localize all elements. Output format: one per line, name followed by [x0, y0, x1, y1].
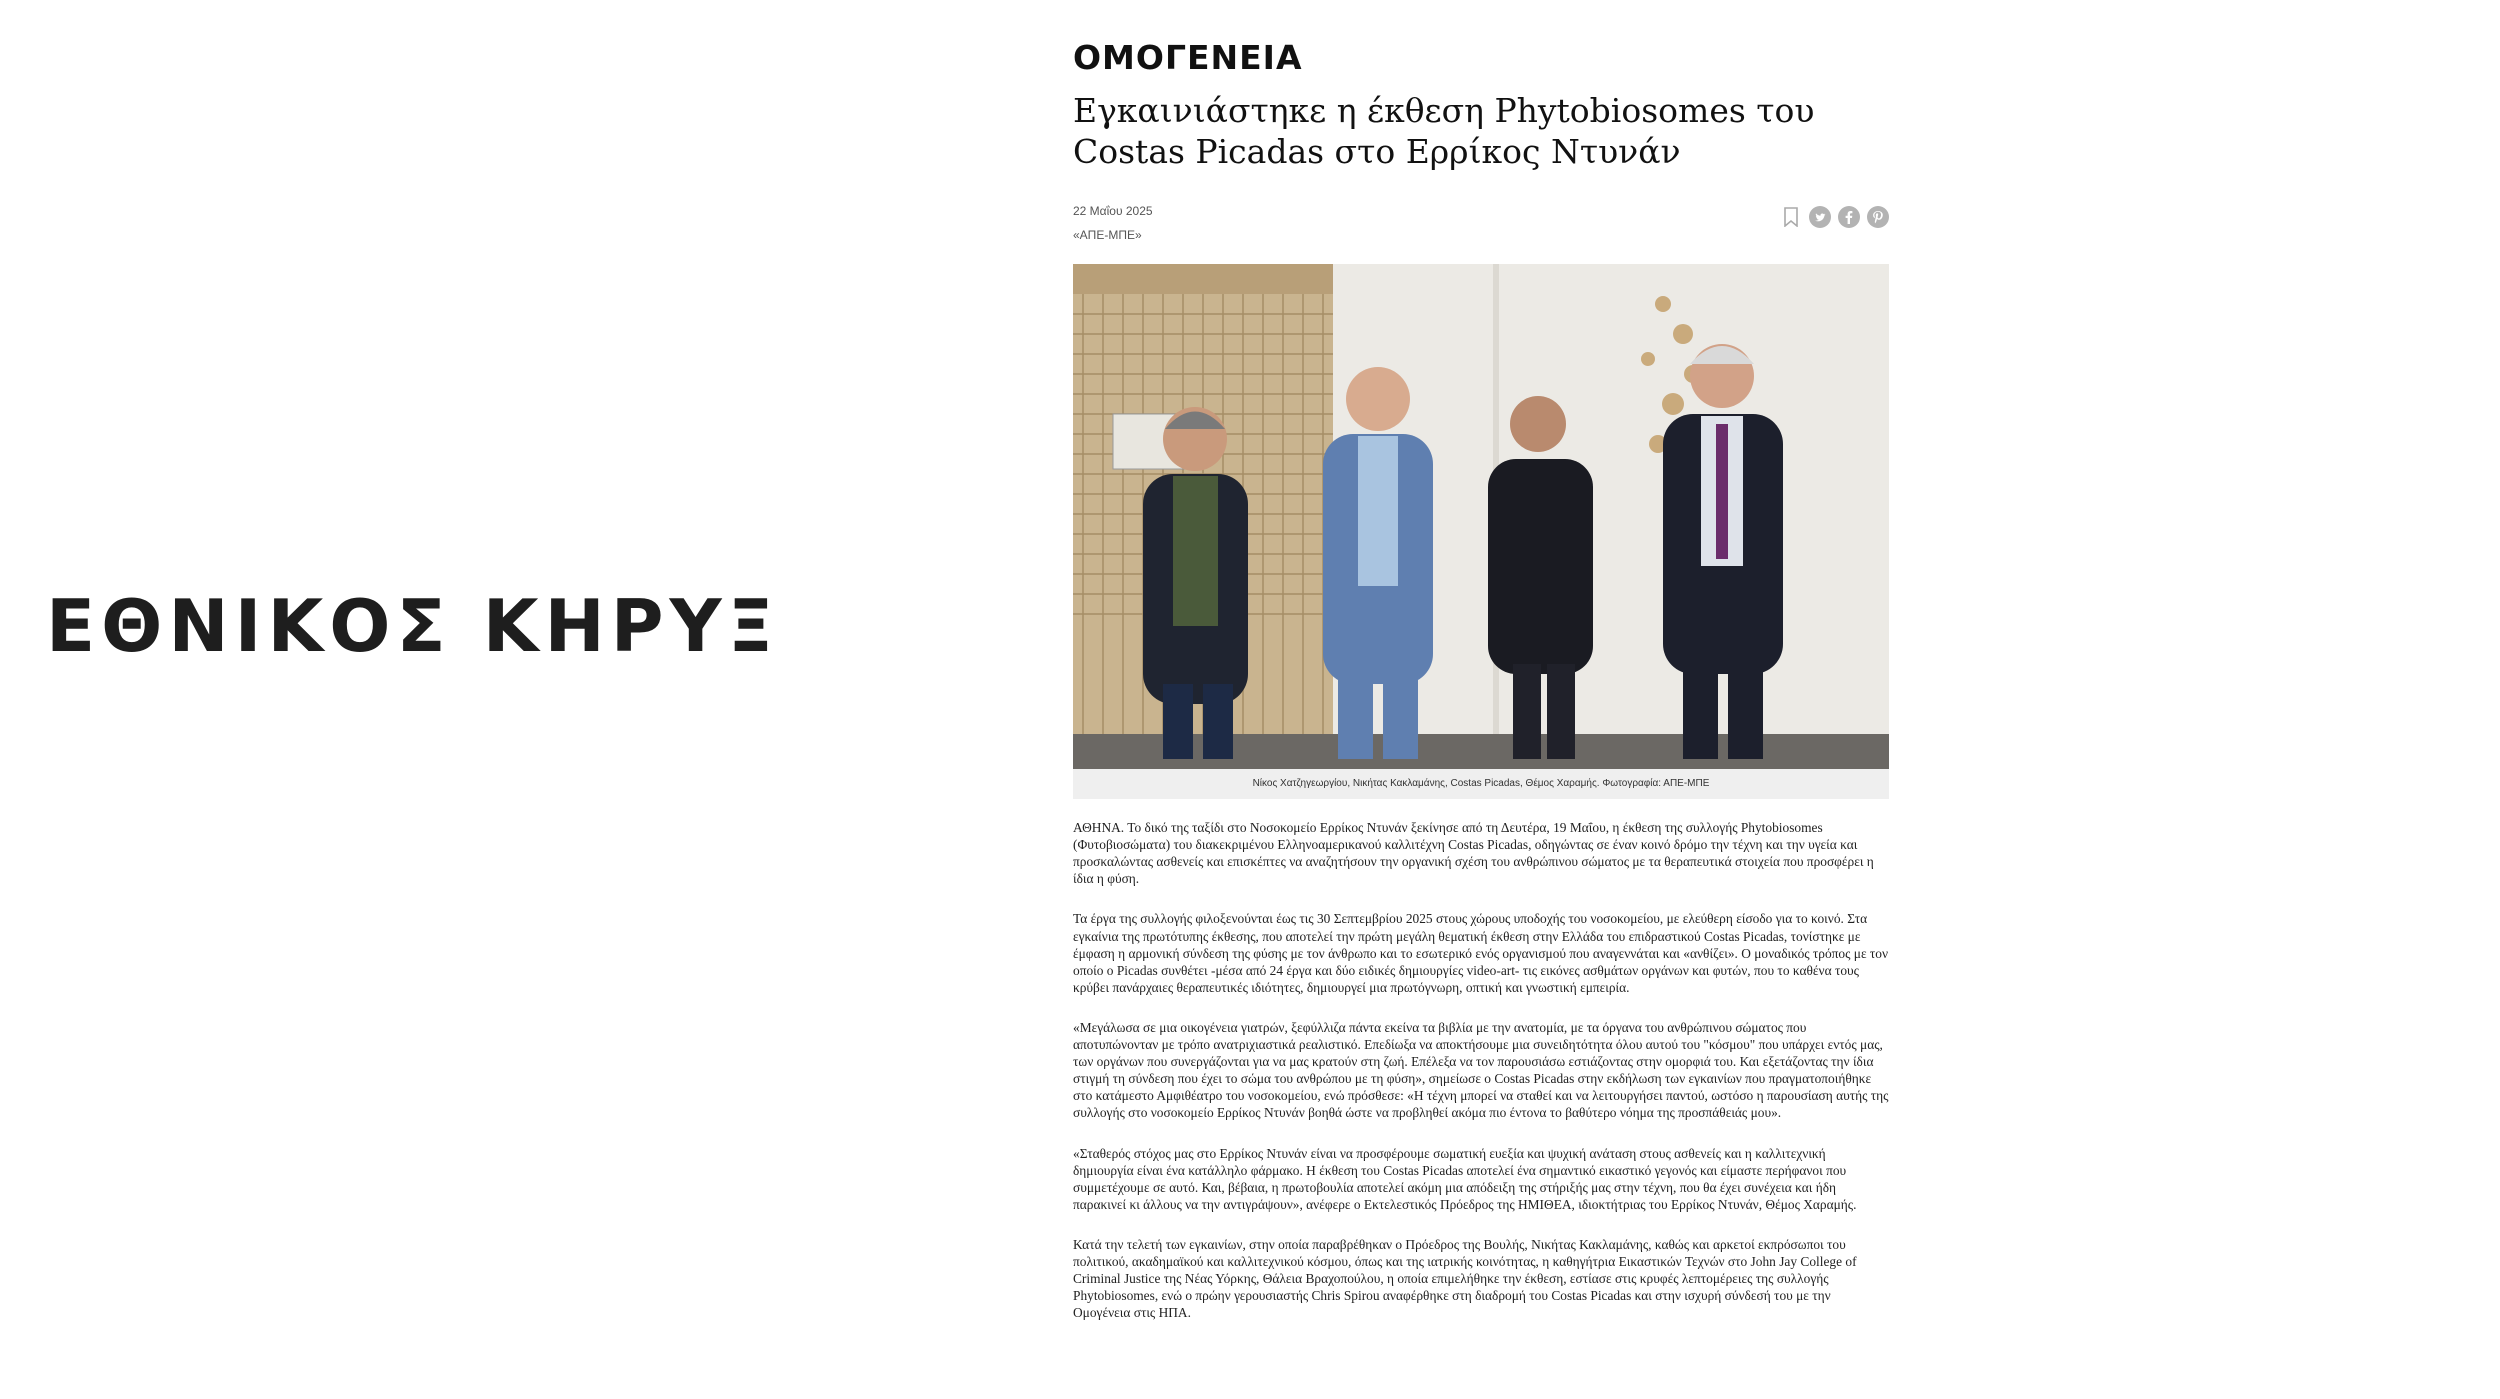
- pinterest-icon[interactable]: [1867, 206, 1889, 228]
- share-bar: [1780, 206, 1889, 228]
- article-paragraph: «Σταθερός στόχος μας στο Ερρίκος Ντυνάν είναι να προσφέρουμε σωματική ευεξία και ψυχική ανάταση στους ασθενείς και η καλλιτεχνική δημιουργία είναι ένα κατάλληλο φάρμακο. Η έκθεση του Costas Picadas αποτελεί ένα σημαντικό εικαστικό γεγονός και είμαστε περήφανοι που συμμετέχουμε σε αυτό. Και, βέβαια, η πρωτοβουλία αποτελεί ακόμη μια απόδειξη της στήριξής μας στην τέχνη, που θα έχει συνέχεια και ήδη παρακινεί κι άλλους να την αντιγράψουν», ανέφερε ο Εκτελεστικός Πρόεδρος της ΗΜΙΘΕΑ, ιδιοκτήτριας του Ερρίκος Ντυνάν, Θέμος Χαραμής.: [1073, 1145, 1857, 1212]
- article-paragraph: Τα έργα της συλλογής φιλοξενούνται έως τις 30 Σεπτεμβρίου 2025 στους χώρους υποδοχής του νοσοκομείου, με ελεύθερη είσοδο για το κοινό. Στα εγκαίνια της πρωτότυπης έκθεσης, που αποτελεί την πρώτη μεγάλη θεματική έκθεση στην Ελλάδα του επιδραστικού Costas Picadas, τονίστηκε με έμφαση η αρμονική σύνδεση της φύσης με τον άνθρωπο και το εσωτερικό ενός οργανισμού που αναγεννάται και «ανθίζει». Ο μοναδικός τρόπος με τον οποίο ο Picadas συνθέτει -μέσα από 24 έργα και δύο ειδικές δημιουργίες video-art- τις εικόνες ασθμάτων οργάνων και φυτών, που το καθένα τους κρύβει πανάρχαιες θεραπευτικές ιδιότητες, δημιουργεί μια πρωτόγνωρη, οπτική και γνωστική εμπειρία.: [1073, 911, 1889, 995]
- image-caption: Νίκος Χατζηγεωργίου, Νικήτας Κακλαμάνης, Costas Picadas, Θέμος Χαραμής. Φωτογραφία: ΑΠΕ-ΜΠΕ: [1073, 769, 1889, 799]
- article-paragraph: ΑΘΗΝΑ. Το δικό της ταξίδι στο Νοσοκομείο Ερρίκος Ντυνάν ξεκίνησε από τη Δευτέρα, 19 Μαΐου, η έκθεση της συλλογής Phytobiosomes (Φυτοβιοσώματα) του διακεκριμένου Ελληνοαμερικανού καλλιτέχνη Costas Picadas, οδηγώντας σε έναν κοινό δρόμο την τέχνη και την υγεία και προσκαλώντας ασθενείς και επισκέπτες να αναζητήσουν την οργανική σχέση του ανθρώπινου σώματος με τα θεραπευτικά στοιχεία που προσφέρει η ίδια η φύση.: [1073, 820, 1874, 887]
- section-title[interactable]: ΟΜΟΓΕΝΕΙΑ: [1073, 38, 1303, 77]
- group-photo-illustration: [1073, 264, 1889, 769]
- article-paragraph: Κατά την τελετή των εγκαινίων, στην οποία παραβρέθηκαν ο Πρόεδρος της Βουλής, Νικήτας Κακλαμάνης, καθώς και αρκετοί εκπρόσωποι του πολιτικού, ακαδημαϊκού και καλλιτεχνικού κόσμου, όπως και της ιατρικής κοινότητας, η καθηγήτρια Εικαστικών Τεχνών στο John Jay College of Criminal Justice της Νέας Υόρκης, Θάλεια Βραχοπούλου, η οποία επιμελήθηκε την έκθεση, εστίασε στις κρυφές λεπτομέρειες της συλλογής Phytobiosomes, ενώ ο πρώην γερουσιαστής Chris Spirou αναφέρθηκε στη διαδρομή του Costas Picadas και στην ισχυρή σύνδεσή του με την Ομογένεια στις ΗΠΑ.: [1073, 1236, 1857, 1321]
- article-photo: [1073, 264, 1889, 769]
- article: [1073, 38, 1889, 1344]
- article-date: 22 Μαΐου 2025: [1073, 204, 1153, 219]
- article-source: «ΑΠΕ-ΜΠΕ»: [1073, 228, 1142, 243]
- bookmark-icon[interactable]: [1780, 206, 1802, 228]
- article-headline: Εγκαινιάστηκε η έκθεση Phytobiosomes του Costas Picadas στο Ερρίκος Ντυνάν: [1073, 90, 1815, 171]
- article-paragraph: «Μεγάλωσα σε μια οικογένεια γιατρών, ξεφύλλιζα πάντα εκείνα τα βιβλία με την ανατομία, με τα όργανα του ανθρώπινου σώματος που αποτυπώνονταν με τρόπο ανατριχιαστικά ρεαλιστικό. Επεδίωξα να αποκτήσουμε μια συνειδητότητα όλου αυτού του "κόσμου" που υπάρχει εντός μας, των οργάνων που συνεργάζονται για να μας κρατούν στη ζωή. Επέλεξα να τον παρουσιάσω εστιάζοντας στην ομορφιά του. Και εξετάζοντας την ίδια στιγμή τη σύνδεση που έχει το σώμα του ανθρώπου με τη φύση», σημείωσε ο Costas Picadas στην εκδήλωση των εγκαινίων που πραγματοποιήθηκε στο κατάμεστο Αμφιθέατρο του νοσοκομείου, ενώ πρόσθεσε: «Η τέχνη μπορεί να σταθεί και να λειτουργήσει παντού, ωστόσο η παρουσίαση αυτής της συλλογής στο νοσοκομείο Ερρίκος Ντυνάν βοηθά ώστε να προβληθεί ακόμα πιο έντονα το βαθύτερο νόημα της προσπάθειάς μου».: [1073, 1019, 1889, 1121]
- article-body: [1073, 819, 1889, 1321]
- twitter-icon[interactable]: [1809, 206, 1831, 228]
- site-logo[interactable]: ΕΘΝΙΚΟΣ ΚΗΡΥΞ: [46, 584, 780, 668]
- facebook-icon[interactable]: [1838, 206, 1860, 228]
- article-meta: [1073, 204, 1889, 250]
